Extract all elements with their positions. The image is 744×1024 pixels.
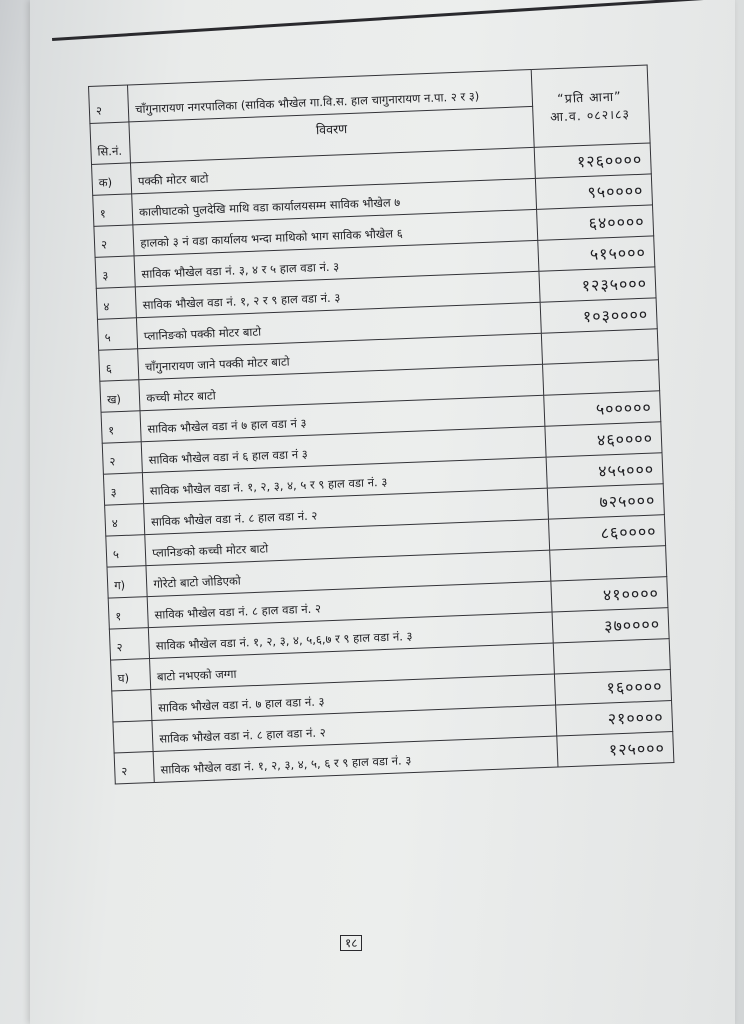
row-value: ७२५००० [547, 484, 664, 519]
row-description: पक्की मोटर बाटो [131, 147, 536, 193]
row-description: प्लानिङको पक्की मोटर बाटो [137, 302, 542, 348]
row-value [543, 360, 660, 395]
table-title: चाँगुनारायण नगरपालिका (साविक भौखेल गा.वि.स. हाल चागुनारायण न.पा. २ र ३) [128, 69, 533, 121]
row-sn: क) [92, 163, 132, 195]
row-sn: ३ [103, 473, 143, 505]
row-sn: ५ [97, 318, 137, 350]
row-description: साविक भौखेल वडा नं. १, २, ३, ४, ५, ६ र ९ हाल वडा नं. ३ [153, 736, 558, 782]
row-value: १०३०००० [540, 298, 657, 333]
row-description: गोरेटो बाटो जोडिएको [146, 550, 551, 596]
row-value: ४१०००० [551, 577, 668, 612]
row-value: ६४०००० [537, 205, 654, 240]
row-sn: घ) [111, 659, 151, 691]
row-value: १२६०००० [534, 143, 651, 178]
row-value: ५१५००० [538, 236, 655, 271]
row-description: साविक भौखेल वडा नं. ७ हाल वडा नं. ३ [151, 674, 556, 720]
row-description: बाटो नभएको जग्गा [150, 643, 555, 689]
row-value: ८६०००० [549, 515, 666, 550]
row-sn: २ [102, 442, 142, 474]
row-sn [112, 690, 152, 722]
row-value [541, 329, 658, 364]
row-value [550, 546, 667, 581]
row-sn: १ [108, 597, 148, 629]
row-description: साविक भौखेल वडा नं. १, २ र ९ हाल वडा नं. ३ [136, 271, 541, 317]
row-value: २१०००० [556, 701, 673, 736]
row-description: हालको ३ नं वडा कार्यालय भन्दा माथिको भाग साविक भौखेल ६ [133, 209, 538, 255]
row-description: साविक भौखेल वडा नं. १, २, ३, ४, ५,६,७ र ९ हाल वडा नं. ३ [149, 612, 554, 658]
row-value: १२३५००० [539, 267, 656, 302]
row-value: १२५००० [557, 732, 674, 767]
row-value: ९५०००० [536, 174, 653, 209]
row-description: साविक भौखेल वडा नं ७ हाल वडा नं ३ [140, 395, 545, 441]
row-value: १६०००० [555, 670, 672, 705]
col-header-sn: सि.नं. [90, 122, 131, 164]
row-description: कच्ची मोटर बाटो [139, 364, 544, 410]
row-sn: ३ [95, 256, 135, 288]
valuation-table [88, 65, 674, 785]
row-value [553, 639, 670, 674]
row-sn: ६ [99, 349, 139, 381]
row-sn: २ [94, 225, 134, 257]
row-sn: ५ [106, 535, 146, 567]
row-description: चाँगुनारायण जाने पक्की मोटर बाटो [138, 333, 543, 379]
row-description: प्लानिङको कच्ची मोटर बाटो [145, 519, 550, 565]
row-description: साविक भौखेल वडा नं. ८ हाल वडा नं. २ [144, 488, 549, 534]
row-sn: ग) [107, 566, 147, 598]
rate-label: “प्रति आना” [556, 88, 622, 106]
page-number: १८ [340, 935, 362, 951]
row-sn: २ [114, 751, 154, 783]
row-description: साविक भौखेल वडा नं. ३, ४ र ५ हाल वडा नं. ३ [134, 240, 539, 286]
row-sn: ४ [105, 504, 145, 536]
row-description: साविक भौखेल वडा नं ६ हाल वडा नं ३ [141, 426, 546, 472]
fiscal-year: आ.व. ०८२।८३ [549, 105, 631, 124]
row-description: साविक भौखेल वडा नं. १, २, ३, ४, ५ र ९ हाल वडा नं. ३ [143, 457, 548, 503]
row-sn [113, 721, 153, 753]
row-description: साविक भौखेल वडा नं. ८ हाल वडा नं. २ [147, 581, 552, 627]
rate-header [531, 65, 650, 147]
row-sn: १ [93, 194, 133, 226]
row-description: साविक भौखेल वडा नं. ८ हाल वडा नं. २ [152, 705, 557, 751]
section-number: २ [89, 85, 130, 123]
row-description: कालीघाटको पुलदेखि माथि वडा कार्यालयसम्म साविक भौखेल ७ [132, 178, 537, 224]
row-sn: १ [101, 411, 141, 443]
row-value: ५००००० [544, 391, 661, 426]
row-value: ४५५००० [546, 453, 663, 488]
row-value: ३७०००० [552, 608, 669, 643]
row-sn: ४ [96, 287, 136, 319]
row-sn: २ [109, 628, 149, 660]
row-value: ४६०००० [545, 422, 662, 457]
row-sn: ख) [100, 380, 140, 412]
col-header-description: विवरण [129, 106, 534, 162]
